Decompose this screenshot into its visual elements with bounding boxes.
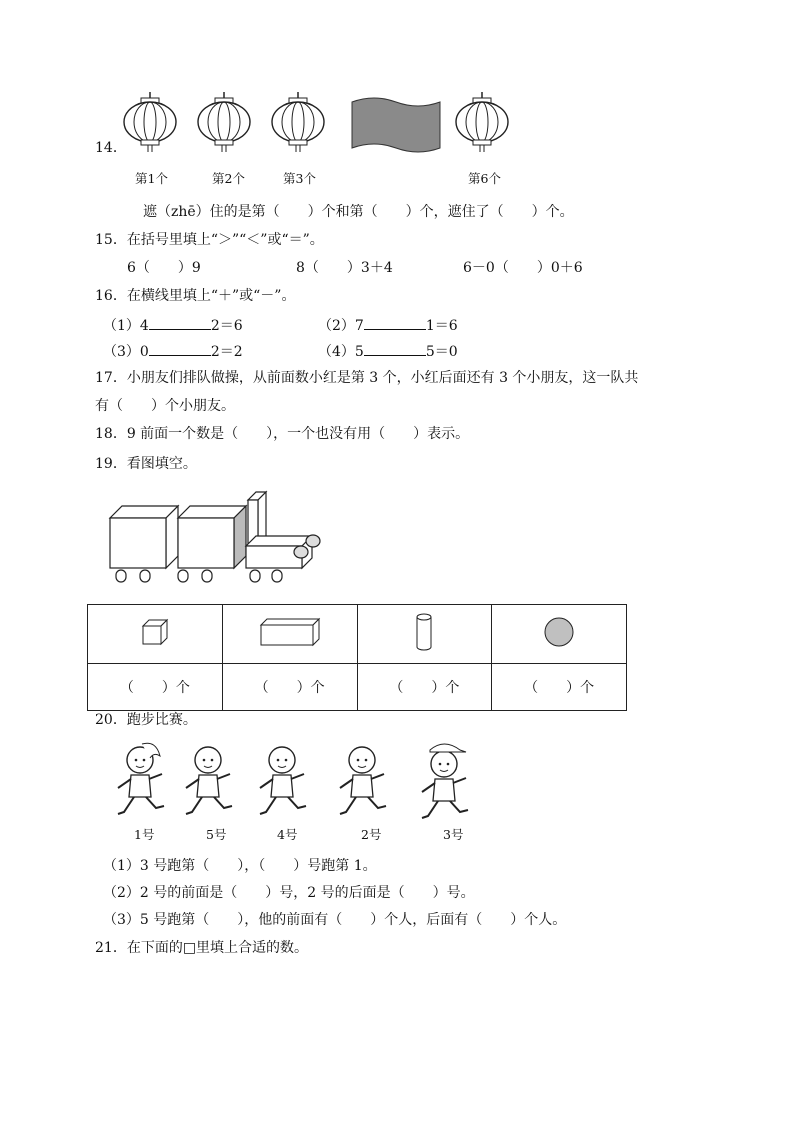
q20-item-3: （3）5 号跑第（ ），他的前面有（ ）个人，后面有（ ）个人。 (103, 912, 567, 928)
cuboid-count-cell[interactable]: （ ）个 (222, 664, 357, 711)
runner-1 (118, 747, 164, 814)
lantern-label-6: 第6个 (468, 171, 501, 186)
answer-line[interactable] (364, 341, 426, 356)
q15-item-2: 8（ ）3＋4 (296, 260, 393, 276)
q17-line-1: 17．小朋友们排队做操，从前面数小红是第 3 个，小红后面还有 3 个小朋友，这一队共 (95, 370, 639, 386)
runner-label-4: 4号 (277, 827, 298, 842)
train-figure (104, 488, 328, 588)
cylinder-count-cell[interactable]: （ ）个 (357, 664, 492, 711)
runners-figure (110, 738, 500, 826)
q16-title: 16．在横线里填上“＋”或“－”。 (95, 288, 296, 304)
shape-count-table (87, 604, 627, 711)
runner-label-5: 5号 (206, 827, 227, 842)
runner-label-3: 3号 (443, 827, 464, 842)
q15-item-1: 6（ ）9 (127, 260, 201, 276)
q16-item-2: （2）7 1＝6 (318, 315, 458, 335)
q18-text: 18．9 前面一个数是（ ），一个也没有用（ ）表示。 (95, 426, 470, 442)
q14-number: 14． (95, 140, 127, 156)
q20-item-1: （1）3 号跑第（ ），（ ）号跑第 1。 (103, 858, 377, 874)
q16-item-1: （1）4 2＝6 (103, 315, 243, 335)
answer-line[interactable] (149, 341, 211, 356)
sphere-cell (492, 605, 627, 664)
cube-cell (88, 605, 223, 664)
q15-item-3: 6－0（ ）0＋6 (463, 260, 583, 276)
q19-title: 19．看图填空。 (95, 456, 197, 472)
cuboid-cell (222, 605, 357, 664)
sphere-count-cell[interactable]: （ ）个 (492, 664, 627, 711)
cube-count-cell[interactable]: （ ）个 (88, 664, 223, 711)
runner-label-2: 2号 (361, 827, 382, 842)
q16-item-4: （4）5 5＝0 (318, 341, 458, 361)
lantern-6 (456, 92, 508, 152)
runner-4 (260, 747, 306, 814)
lantern-label-2: 第2个 (212, 171, 245, 186)
cylinder-icon (414, 612, 434, 652)
cap-icon (430, 744, 466, 752)
lantern-label-3: 第3个 (283, 171, 316, 186)
runner-5 (186, 747, 232, 814)
runner-label-1: 1号 (134, 827, 155, 842)
answer-line[interactable] (364, 315, 426, 330)
sphere-icon (543, 616, 575, 648)
runner-3 (422, 751, 468, 818)
q21-title: 21．在下面的□里填上合适的数。 (95, 940, 309, 956)
cuboid-icon (259, 617, 321, 647)
cylinder-cell (357, 605, 492, 664)
q17-line-2: 有（ ）个小朋友。 (95, 398, 235, 414)
lantern-2 (198, 92, 250, 152)
q20-title: 20．跑步比赛。 (95, 712, 197, 728)
lantern-label-1: 第1个 (135, 171, 168, 186)
q16-item-3: （3）0 2＝2 (103, 341, 243, 361)
runner-2 (340, 747, 386, 814)
cube-icon (139, 616, 171, 648)
lantern-1 (124, 92, 176, 152)
lantern-row (118, 92, 518, 154)
answer-line[interactable] (149, 315, 211, 330)
q20-item-2: （2）2 号的前面是（ ）号，2 号的后面是（ ）号。 (103, 885, 475, 901)
q14-question: 遮（zhē）住的是第（ ）个和第（ ）个，遮住了（ ）个。 (143, 204, 574, 220)
lantern-3 (272, 92, 324, 152)
q15-title: 15．在括号里填上“＞”“＜”或“＝”。 (95, 232, 324, 248)
cover-shape (352, 98, 440, 152)
